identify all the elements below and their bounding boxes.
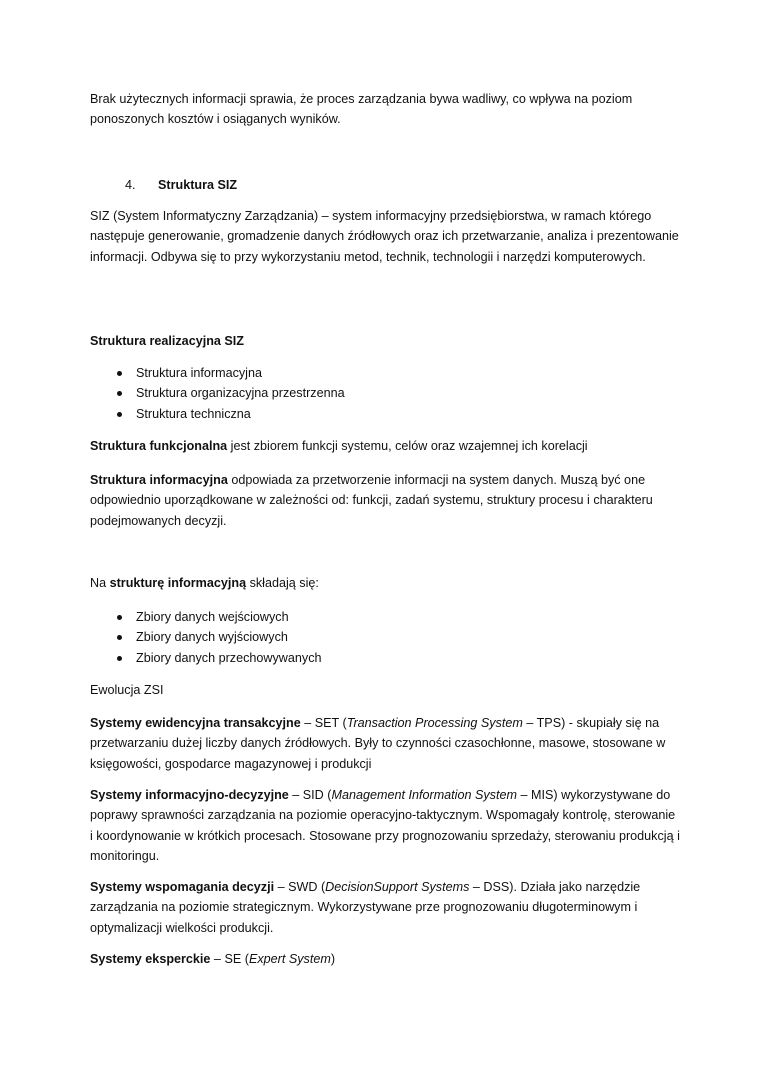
section-title: Struktura SIZ xyxy=(158,178,238,192)
term-dss: Systemy wspomagania decyzji xyxy=(90,880,275,894)
paragraph-ewolucja: Ewolucja ZSI xyxy=(90,683,164,697)
paragraph-tps xyxy=(90,713,680,774)
paragraph-dss xyxy=(90,877,680,938)
list-item: Struktura techniczna xyxy=(90,404,680,424)
italic-dss: DecisionSupport Systems xyxy=(325,880,470,894)
term-struktura-funkcjonalna: Struktura funkcjonalna xyxy=(90,439,228,453)
term-struktura-informacyjna: Struktura informacyjna xyxy=(90,473,228,487)
definition-text: jest zbiorem funkcji systemu, celów oraz wzajemnej ich korelacji xyxy=(227,439,588,453)
paragraph-mis xyxy=(90,785,680,866)
italic-es: Expert System xyxy=(248,952,331,966)
zbiory-list xyxy=(90,607,680,668)
text-mis-1: – SID ( xyxy=(288,788,332,802)
section-heading-4 xyxy=(125,175,237,195)
term-struktura-informacyjna-acc: strukturę informacyjną xyxy=(109,576,247,590)
heading-struktura-realizacyjna: Struktura realizacyjna SIZ xyxy=(90,334,244,348)
paragraph-intro: Brak użytecznych informacji sprawia, że proces zarządzania bywa wadliwy, co wpływa na poziom ponoszonych kosztów i osiąganych wyników. xyxy=(90,92,633,127)
text-dss-2: – DSS). Działa jako narzędzie zarządzania na poziomie strategicznym. Wykorzystywane prze prognozowaniu długoterminowym i optymalizacji wielkości produkcji. xyxy=(90,880,641,935)
sklad-pre: Na xyxy=(90,576,110,590)
list-item: Struktura informacyjna xyxy=(90,363,680,383)
paragraph-sklad xyxy=(90,573,680,593)
term-es: Systemy eksperckie xyxy=(90,952,211,966)
text-mis-2: – MIS) wykorzystywane do poprawy sprawności zarządzania na poziomie operacyjno-taktycznym. Wspomagały kontrolę, sterowanie i koordynowanie w krótkich procesach. Stosowane przy prognozowaniu sprzedaży, sterowaniu produkcją i monitoringu. xyxy=(90,788,680,863)
text-tps-2: – TPS) - skupiały się na przetwarzaniu dużej liczby danych źródłowych. Były to czynności czasochłonne, masowe, stosowane w księgowości, gospodarce magazynowej i produkcji xyxy=(90,716,666,771)
text-es-2: ) xyxy=(330,952,336,966)
section-number: 4. xyxy=(125,178,136,192)
paragraph-struktura-informacyjna xyxy=(90,470,680,531)
list-item: Zbiory danych wejściowych xyxy=(90,607,680,627)
italic-mis: Management Information System xyxy=(331,788,517,802)
definition-text: odpowiada za przetworzenie informacji na system danych. Muszą być one odpowiednio uporządkowane w zależności od: funkcji, zadań systemu, struktury procesu i charakteru podejmowanych decyzji. xyxy=(90,473,653,528)
realizacyjna-list xyxy=(90,363,680,424)
term-mis: Systemy informacyjno-decyzyjne xyxy=(90,788,289,802)
sklad-post: składają się: xyxy=(246,576,319,590)
paragraph-siz-definition: SIZ (System Informatyczny Zarządzania) – system informacyjny przedsiębiorstwa, w ramach którego następuje generowanie, gromadzenie danych źródłowych oraz ich przetwarzanie, analiza i prezentowanie informacji. Odbywa się to przy wykorzystaniu metod, technik, technologii i narzędzi komputerowych. xyxy=(90,209,679,264)
paragraph-struktura-funkcjonalna xyxy=(90,436,680,456)
term-tps: Systemy ewidencyjna transakcyjne xyxy=(90,716,301,730)
text-tps-1: – SET ( xyxy=(300,716,347,730)
text-dss-1: – SWD ( xyxy=(274,880,326,894)
italic-tps: Transaction Processing System xyxy=(346,716,523,730)
list-item: Zbiory danych wyjściowych xyxy=(90,627,680,647)
text-es-1: – SE ( xyxy=(210,952,249,966)
list-item: Struktura organizacyjna przestrzenna xyxy=(90,383,680,403)
list-item: Zbiory danych przechowywanych xyxy=(90,648,680,668)
paragraph-es xyxy=(90,949,680,969)
